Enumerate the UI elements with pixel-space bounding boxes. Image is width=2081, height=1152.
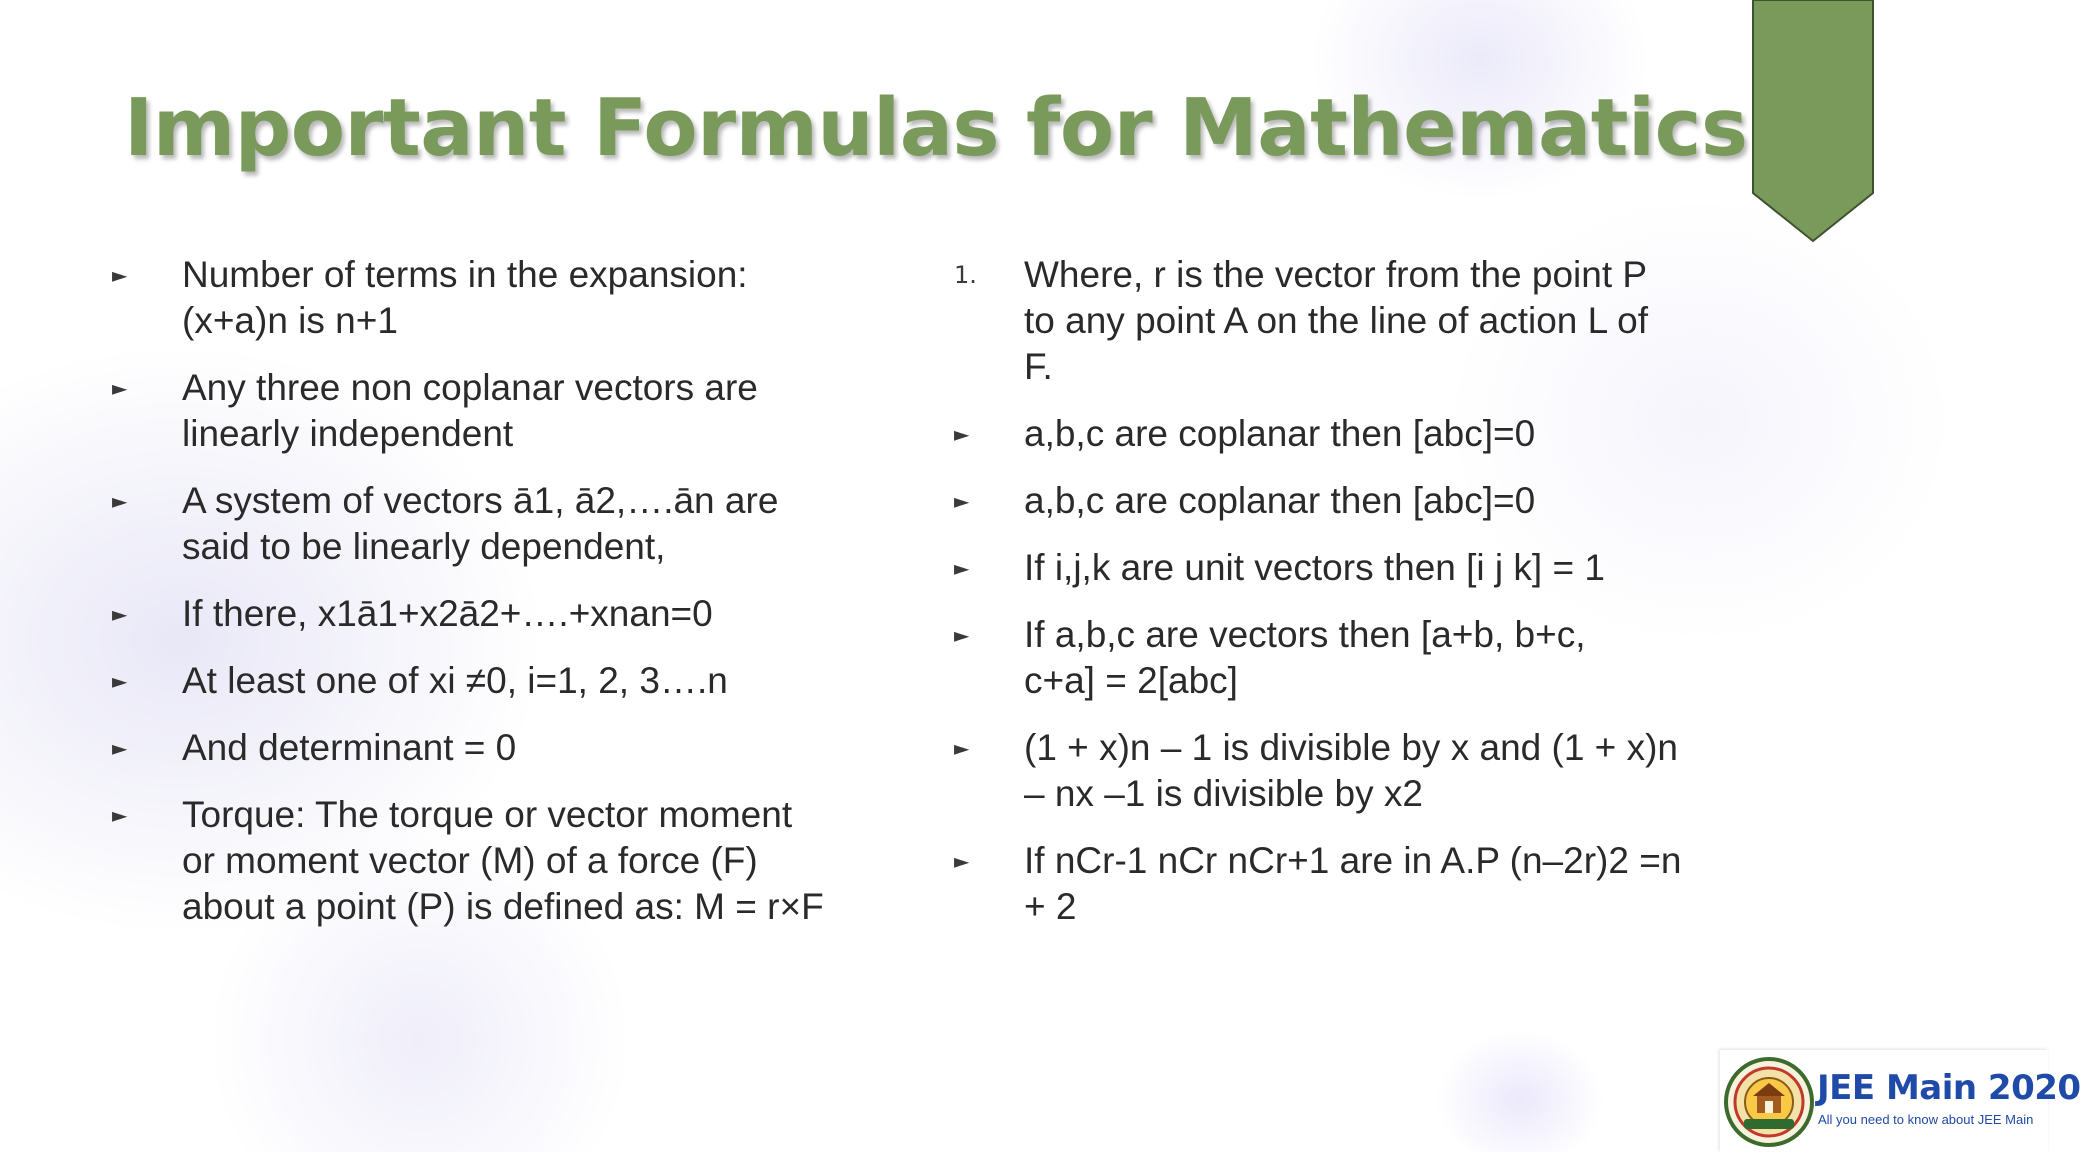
list-item (112, 591, 912, 637)
list-item-text: If a,b,c are vectors then [a+b, b+c, c+a] = 2[abc] (1024, 614, 1586, 701)
right-bullet-list (954, 252, 1754, 951)
slide-title: Important Formulas for Mathematics (124, 82, 1748, 174)
triangle-right-icon: ► (954, 736, 970, 760)
list-item (954, 725, 1754, 817)
list-item (112, 365, 912, 457)
triangle-right-icon: ► (112, 263, 128, 287)
list-item (954, 838, 1754, 930)
list-item (954, 612, 1754, 704)
list-item (954, 478, 1754, 524)
list-item-text: Where, r is the vector from the point P to any point A on the line of action L of F. (1024, 254, 1648, 387)
list-number: 1. (954, 261, 977, 289)
list-item (954, 545, 1754, 591)
government-seal-icon (1724, 1055, 1814, 1149)
triangle-right-icon: ► (112, 669, 128, 693)
triangle-right-icon: ► (112, 489, 128, 513)
list-item (112, 792, 912, 930)
triangle-right-icon: ► (954, 556, 970, 580)
list-item-text: If nCr-1 nCr nCr+1 are in A.P (n–2r)2 =n + 2 (1024, 840, 1682, 927)
list-item-text: If i,j,k are unit vectors then [i j k] = 1 (1024, 547, 1605, 588)
triangle-right-icon: ► (954, 489, 970, 513)
triangle-right-icon: ► (954, 623, 970, 647)
logo-title: JEE Main 2020 (1817, 1068, 2081, 1108)
list-item (112, 658, 912, 704)
list-item (112, 725, 912, 771)
triangle-right-icon: ► (112, 602, 128, 626)
jee-main-logo (1720, 1050, 2081, 1152)
list-item-text: a,b,c are coplanar then [abc]=0 (1024, 480, 1536, 521)
triangle-right-icon: ► (954, 849, 970, 873)
list-item-text: a,b,c are coplanar then [abc]=0 (1024, 413, 1536, 454)
triangle-right-icon: ► (112, 803, 128, 827)
list-item-text: At least one of xi ≠0, i=1, 2, 3….n (182, 660, 728, 701)
logo-subtitle: All you need to know about JEE Main (1818, 1112, 2034, 1127)
list-item-text: (1 + x)n – 1 is divisible by x and (1 + x)n – nx –1 is divisible by x2 (1024, 727, 1678, 814)
list-item (112, 478, 912, 570)
list-item (954, 252, 1754, 390)
list-item (112, 252, 912, 344)
list-item-text: If there, x1ā1+x2ā2+….+xnan=0 (182, 593, 713, 634)
list-item-text: And determinant = 0 (182, 727, 517, 768)
bookmark-ribbon-icon (1752, 0, 1874, 242)
triangle-right-icon: ► (112, 736, 128, 760)
list-item-text: Any three non coplanar vectors are linearly independent (182, 367, 758, 454)
triangle-right-icon: ► (954, 422, 970, 446)
list-item (954, 411, 1754, 457)
left-bullet-list (112, 252, 912, 951)
list-item-text: Torque: The torque or vector moment or moment vector (M) of a force (F) about a point (P) is defined as: M = r×F (182, 794, 824, 927)
list-item-text: A system of vectors ā1, ā2,….ān are said to be linearly dependent, (182, 480, 779, 567)
list-item-text: Number of terms in the expansion: (x+a)n is n+1 (182, 254, 748, 341)
triangle-right-icon: ► (112, 376, 128, 400)
